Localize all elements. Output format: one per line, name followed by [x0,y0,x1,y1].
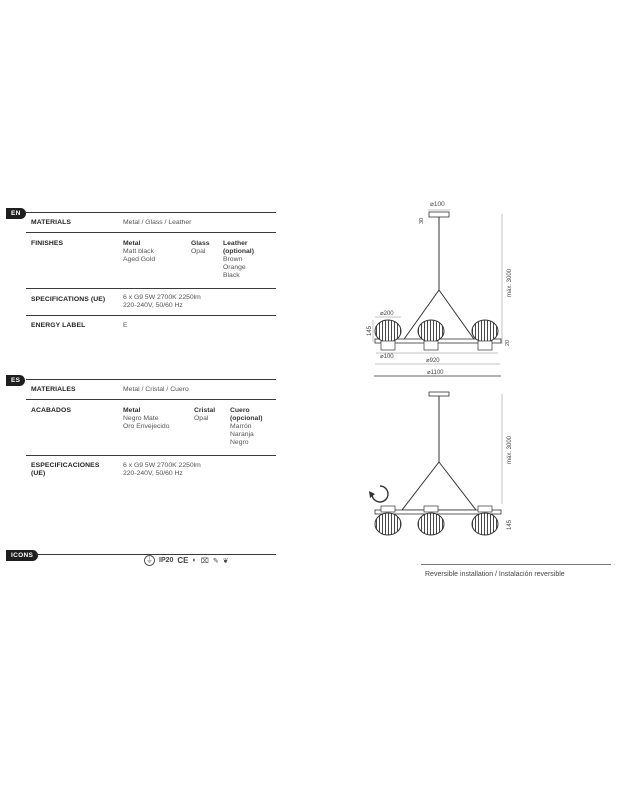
caption-rule [421,564,611,565]
eco-leaf-icon: ❦ [222,557,229,565]
materiales-label: MATERIALES [31,386,76,393]
dim-inner-width: ⌀920 [426,358,440,364]
divider [26,315,276,316]
column-heading: Leather [223,240,248,247]
finish-item: Naranja [230,431,254,438]
energy-label-value: E [123,322,128,329]
technical-drawing [360,192,610,552]
especificaciones-value [123,462,201,478]
finish-item: Opal [191,248,206,255]
glass-globe [472,320,498,342]
acabados-metal-column [123,407,169,431]
column-heading: Cristal [194,407,216,414]
finishes-metal-column [123,240,155,264]
ip20-icon: IP20 [159,557,174,564]
dim-glass-height: 145 [367,325,373,336]
glass-globe [418,513,444,535]
divider [26,288,276,289]
materials-value: Metal / Glass / Leather [123,219,192,226]
column-heading: Cuero [230,407,250,414]
led-replaceable-icon: ✎ [212,557,219,565]
divider [26,455,276,456]
weee-bin-icon: ⌧ [200,557,209,565]
spec-line: 6 x G9 5W 2700K 2250lm [123,462,201,469]
finish-item: Marrón [230,423,252,430]
dim-total-width: ⌀1100 [427,370,444,376]
finish-item: Negro Mate [123,415,159,422]
rotate-arrow-icon [369,486,388,502]
acabados-cristal-column [194,407,215,423]
glass-globe [375,320,401,342]
finish-item: Orange [223,264,246,271]
finish-item: Negro [230,439,249,446]
certification-icons [144,555,229,566]
specifications-label: SPECIFICATIONS (UE) [31,296,106,303]
ce-mark-icon: CE [177,556,189,565]
divider [26,379,276,380]
dim-glass-diameter: ⌀200 [380,311,394,317]
class-i-earth-icon: ⏚ [146,557,153,564]
dim-canopy-diameter: ⌀100 [430,201,445,208]
column-heading: Metal [123,407,141,414]
specifications-value [123,294,201,310]
ceiling-canopy [429,392,449,396]
section-tag-icons: ICONS [6,550,38,561]
label-line: ESPECIFICACIONES [31,462,100,469]
spec-line: 6 x G9 5W 2700K 2250lm [123,294,201,301]
dim-max-height: máx. 3000 [507,268,513,297]
section-tag-es: ES [6,375,25,386]
divider [26,212,276,213]
finishes-label: FINISHES [31,240,64,247]
acabados-cuero-column [230,407,262,447]
dim-arm-height: 20 [505,339,511,346]
finish-item: Brown [223,256,243,263]
finish-item: (optional) [223,248,254,255]
especificaciones-label [31,462,99,478]
finish-item: (opcional) [230,415,263,422]
spec-line: 220-240V, 50/60 Hz [123,470,183,477]
glass-globe [375,513,401,535]
finish-item: Aged Gold [123,256,156,263]
energy-label-label: ENERGY LABEL [31,322,86,329]
materials-label: MATERIALS [31,219,72,226]
column-heading: Glass [191,240,210,247]
divider [26,232,276,233]
acabados-label: ACABADOS [31,407,72,414]
reversible-caption: Reversible installation / Instalación reversible [425,571,565,578]
reversible-installation-drawing [369,392,513,535]
dim-glass-height: 145 [507,519,513,530]
finish-item: Oro Envejecido [123,423,170,430]
dim-base-diameter: ⌀100 [380,354,394,360]
materiales-value: Metal / Cristal / Cuero [123,386,189,393]
finishes-leather-column [223,240,254,280]
dimmable-icon: ◐ [192,557,197,564]
ceiling-canopy [429,212,449,217]
finish-item: Opal [194,415,209,422]
label-line: (UE) [31,470,46,477]
dim-canopy-height: 30 [419,217,425,224]
glass-globe [472,513,498,535]
glass-globe [418,320,444,342]
column-heading: Metal [123,240,141,247]
dim-max-height: máx. 3000 [507,435,513,464]
section-tag-en: EN [6,208,26,219]
divider [26,399,276,400]
finishes-glass-column [191,240,210,256]
spec-line: 220-240V, 50/60 Hz [123,302,183,309]
top-elevation-drawing [367,201,513,376]
finish-item: Black [223,272,240,279]
finish-item: Matt black [123,248,154,255]
